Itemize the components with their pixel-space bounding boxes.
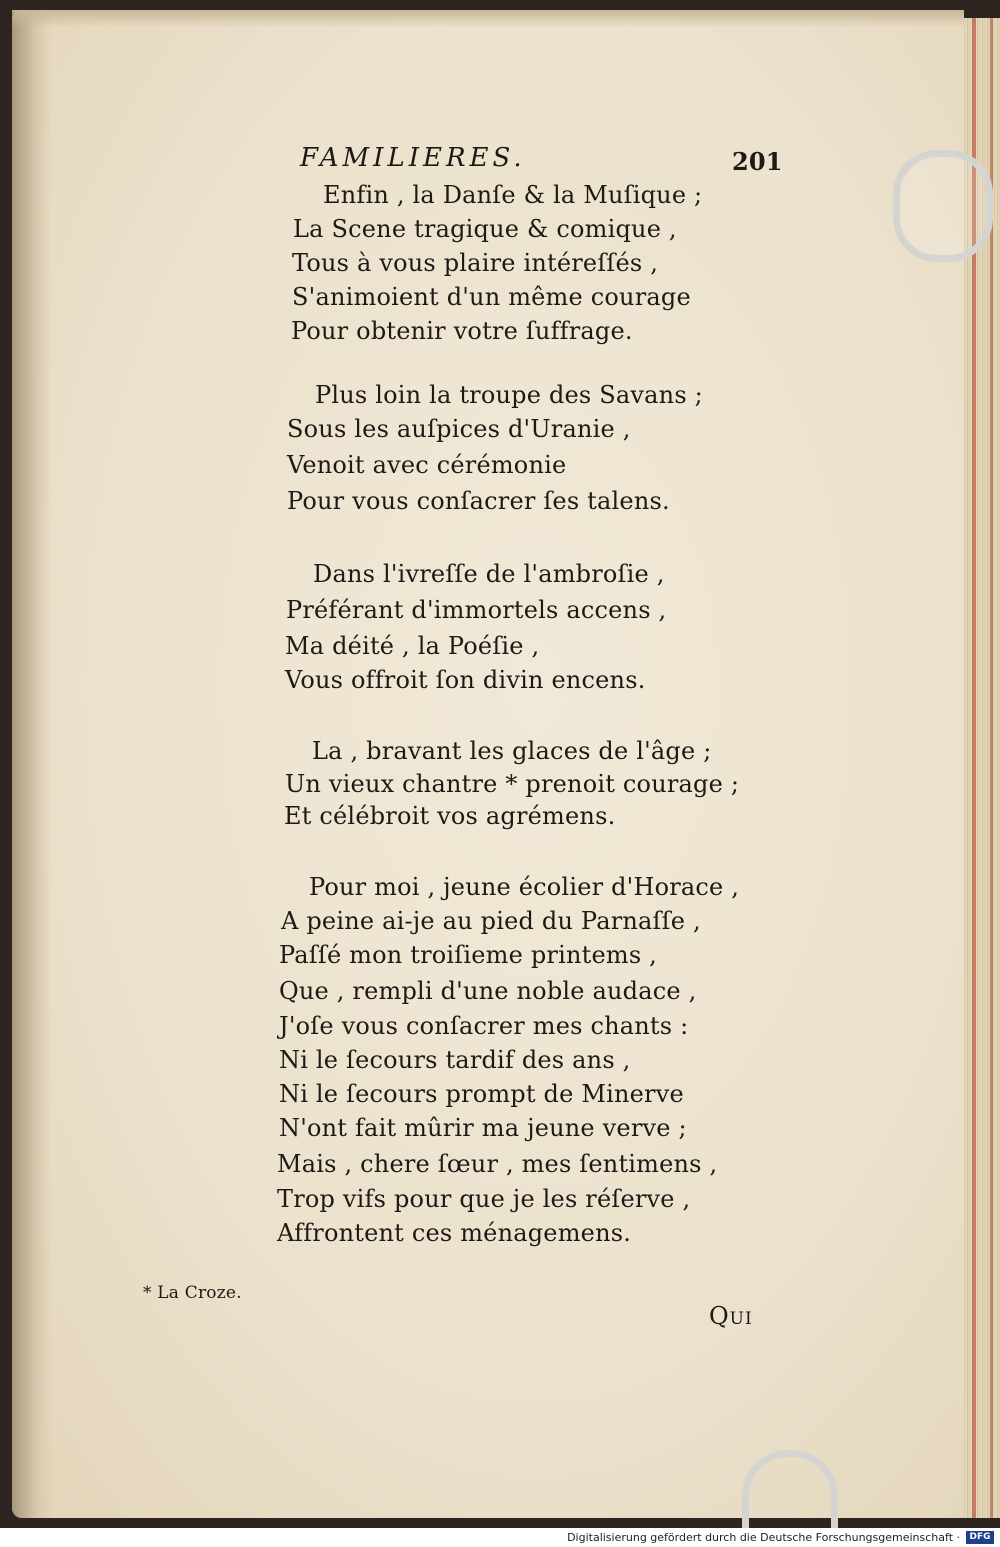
verse-line: Sous les auſpices d'Uranie , [287,415,631,443]
dfg-logo: DFG [966,1531,994,1544]
verse-line: La Scene tragique & comique , [293,215,677,243]
page-top-shadow [12,10,964,28]
verse-line: Plus loin la troupe des Savans ; [315,381,703,409]
verse-line: Venoit avec cérémonie [287,451,567,479]
verse-line: Pour moi , jeune écolier d'Horace , [309,873,740,901]
running-head: FAMILIERES. [300,143,526,173]
catchword: Qui [709,1302,753,1330]
verse-line: Pour obtenir votre ſuffrage. [291,317,633,345]
verse-line: Vous offroit ſon divin encens. [285,666,646,694]
verse-line: Mais , chere ſœur , mes ſentimens , [277,1150,718,1178]
verse-line: Préférant d'immortels accens , [286,596,667,624]
verse-line: Et célébroit vos agrémens. [284,802,616,830]
page-number: 201 [732,147,783,176]
verse-line: S'animoient d'un même courage [292,283,691,311]
red-edge-stripe-outer [990,18,993,1518]
verse-line: N'ont fait mûrir ma jeune verve ; [279,1114,687,1142]
verse-line: A peine ai-je au pied du Parnaſſe , [281,907,701,935]
page-clip-top [893,150,993,262]
verse-line: Enfin , la Danſe & la Muſique ; [323,181,703,209]
verse-line: Tous à vous plaire intéreſſés , [292,249,659,277]
verse-line: Un vieux chantre * prenoit courage ; [285,770,740,798]
verse-line: Ma déité , la Poéſie , [285,632,540,660]
verse-line: J'oſe vous conſacrer mes chants : [279,1012,689,1040]
verse-line: Ni le ſecours tardif des ans , [279,1046,631,1074]
verse-line: Que , rempli d'une noble audace , [279,977,697,1005]
verse-line: La , bravant les glaces de l'âge ; [312,737,712,765]
verse-line: Paſſé mon troiſieme printems , [279,941,658,969]
footnote: * La Croze. [143,1283,242,1303]
verse-line: Dans l'ivreſſe de l'ambroſie , [313,560,665,588]
footer-credit: Digitalisierung gefördert durch die Deutsche Forschungsgemeinschaft · [567,1531,960,1544]
verse-line: Affrontent ces ménagemens. [277,1219,632,1247]
page-clip-bottom [742,1450,838,1530]
verse-line: Pour vous conſacrer ſes talens. [287,487,670,515]
page-gutter-shadow [12,10,52,1518]
verse-line: Ni le ſecours prompt de Minerve [279,1080,684,1108]
digitization-footer [0,1528,1000,1547]
verse-line: Trop vifs pour que je les réſerve , [277,1185,691,1213]
